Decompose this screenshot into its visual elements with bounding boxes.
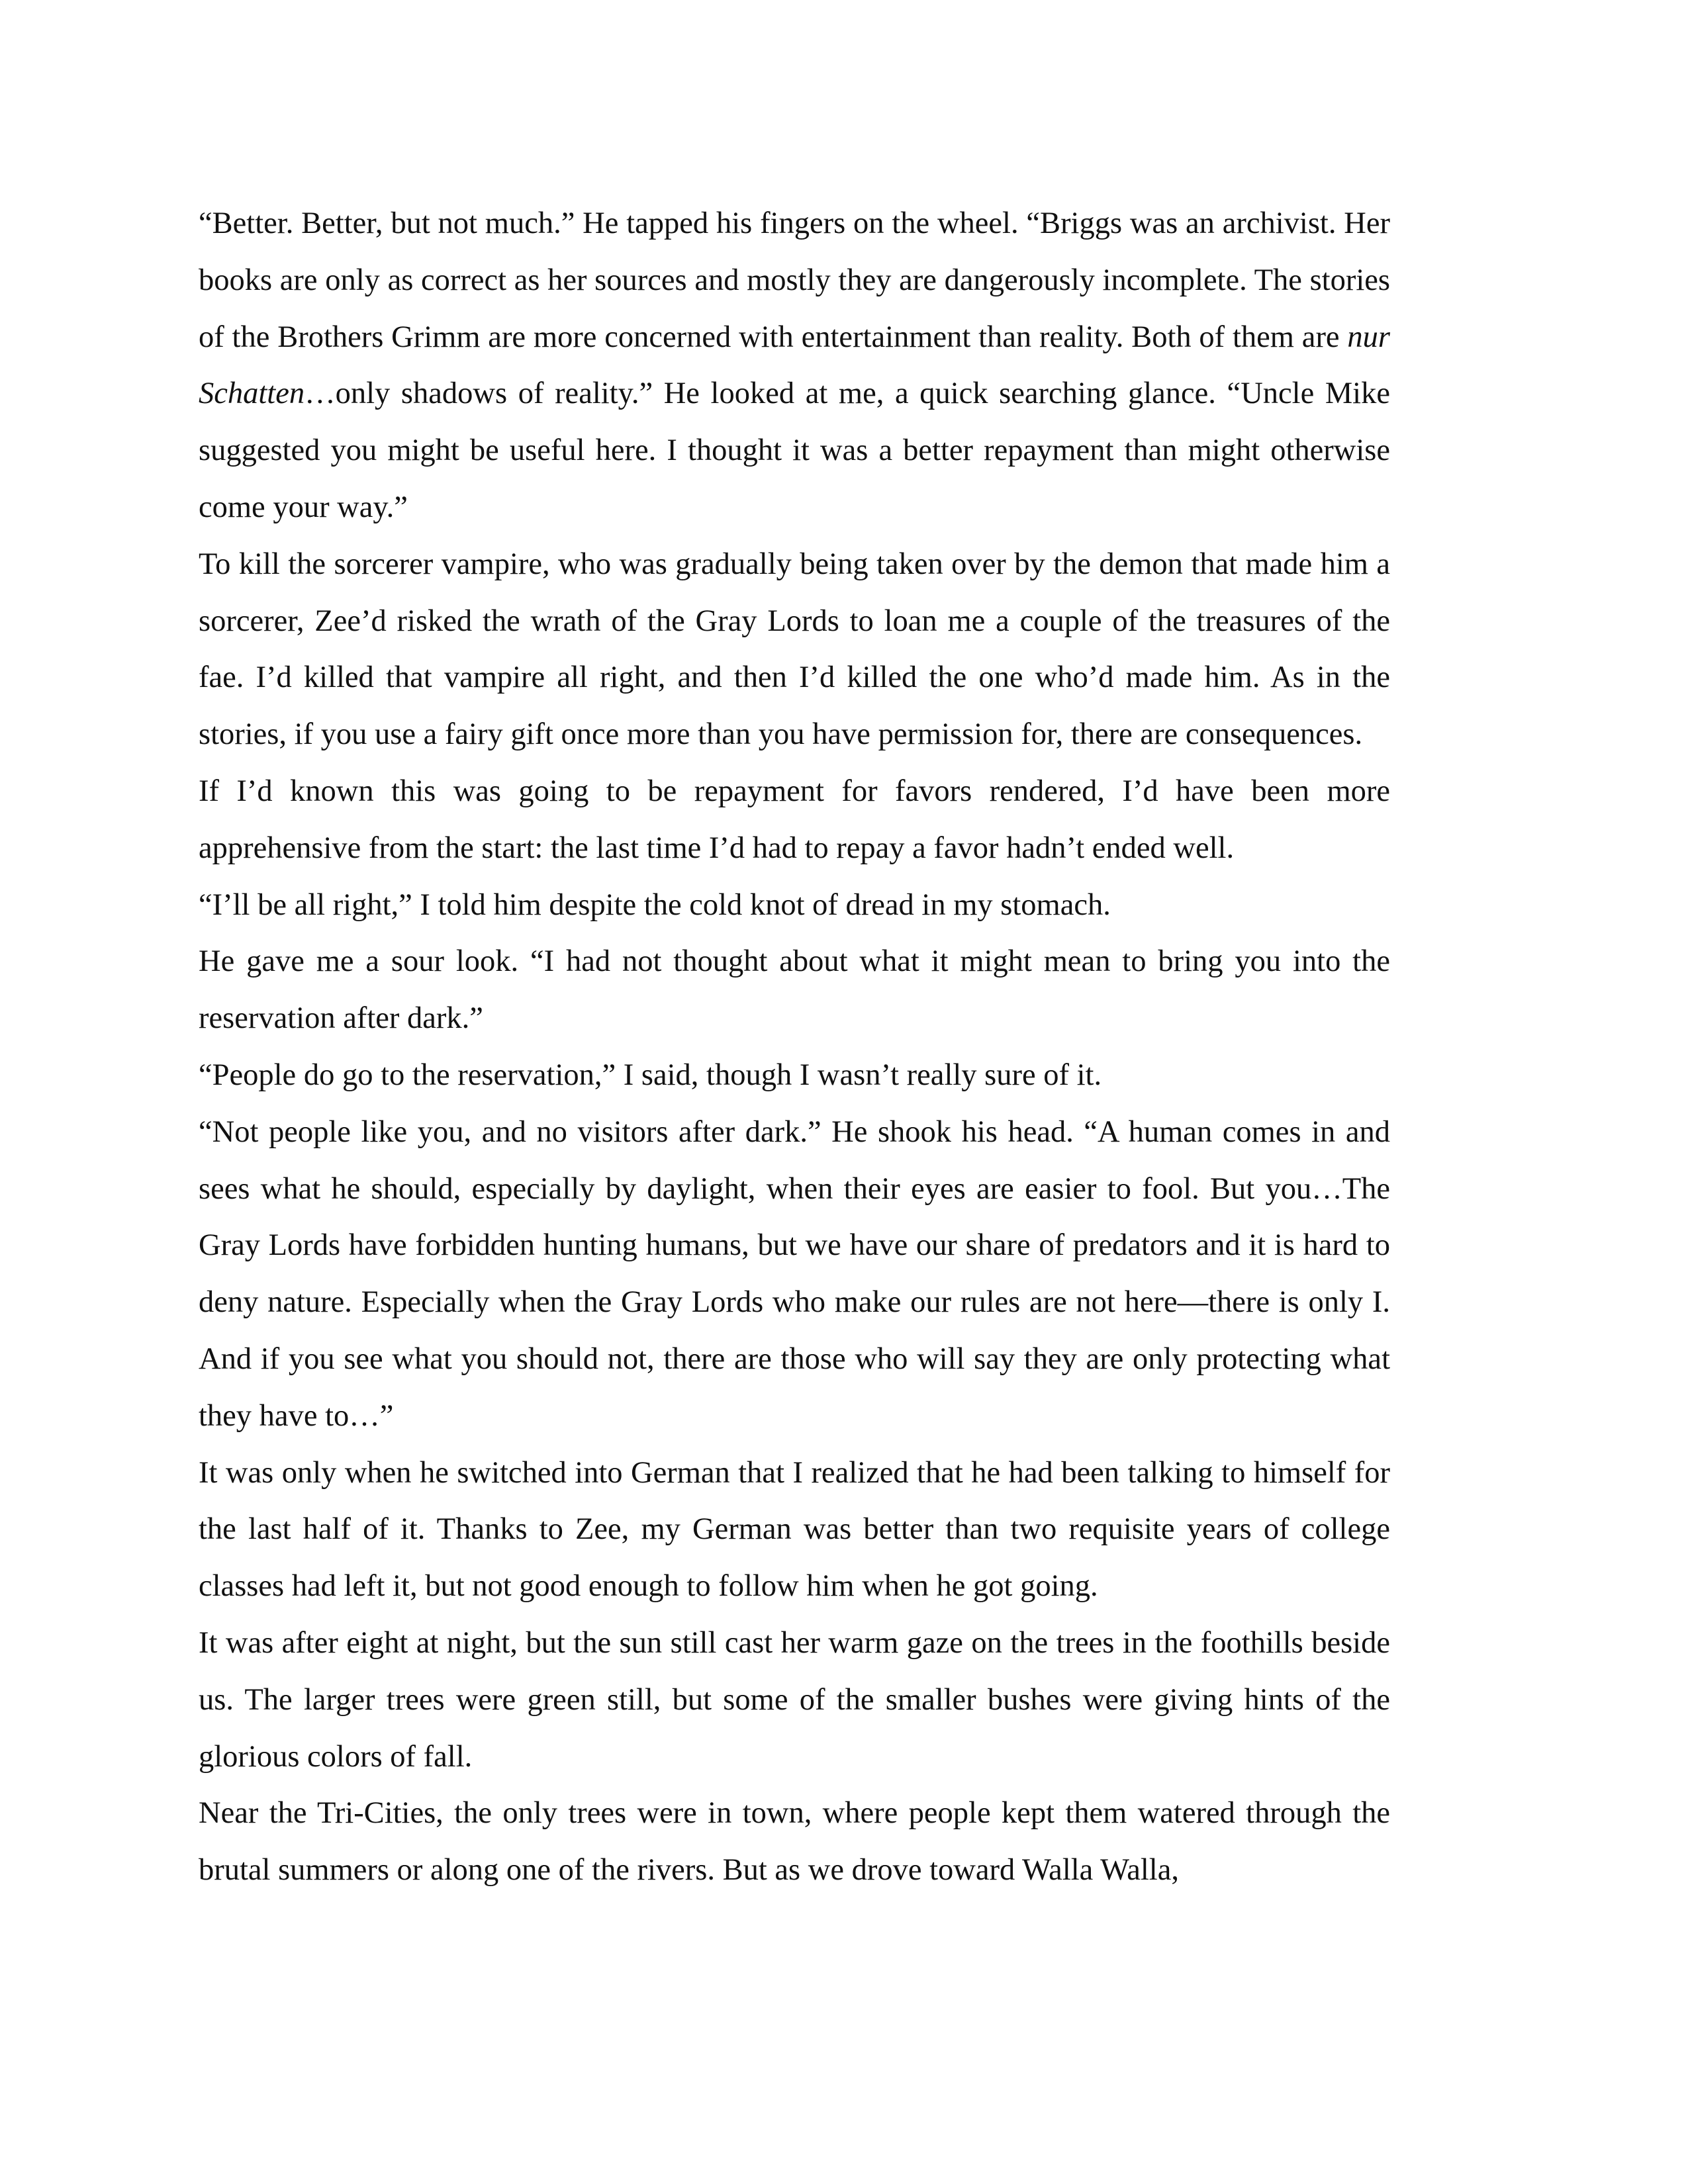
paragraph-4: “I’ll be all right,” I told him despite the cold knot of dread in my stomach. xyxy=(199,887,1111,922)
paragraph-1-text-end: …only shadows of reality.” He looked at me, a quick searching glance. “Uncle Mike suggested you might be useful here. I thought it was a better repayment than might otherwise come your way.” xyxy=(199,377,1390,524)
paragraph-3: If I’d known this was going to be repayment for favors rendered, I’d have been more apprehensive from the start: the last time I’d had to repay a favor hadn’t ended well. xyxy=(199,774,1390,865)
paragraph-6: “People do go to the reservation,” I said, though I wasn’t really sure of it. xyxy=(199,1058,1102,1092)
paragraph-8: It was only when he switched into German that I realized that he had been talking to himself for the last half of it. Thanks to Zee, my German was better than two requisite years of college classes had left it, but not good enough to follow him when he got going. xyxy=(199,1455,1390,1604)
paragraph-10: Near the Tri-Cities, the only trees were in town, where people kept them watered through the brutal summers or along one of the rivers. But as we drove toward Walla Walla, xyxy=(199,1796,1390,1888)
paragraph-1-text-start: “Better. Better, but not much.” He tapped his fingers on the wheel. “Briggs was an archivist. Her books are only as correct as her sources and mostly they are dangerously incomplete. The stories of the Brothers Grimm are more concerned with entertainment than reality. Both of them are xyxy=(199,206,1390,354)
paragraph-1-italic-phrase: nur Schatten xyxy=(199,320,1390,411)
paragraph-1 xyxy=(199,195,1390,536)
paragraph-2: To kill the sorcerer vampire, who was gradually being taken over by the demon that made him a sorcerer, Zee’d risked the wrath of the Gray Lords to loan me a couple of the treasures of the fae. I’d killed that vampire all right, and then I’d killed the one who’d made him. As in the stories, if you use a fairy gift once more than you have permission for, there are consequences. xyxy=(199,547,1390,752)
body-text xyxy=(199,195,1390,1899)
paragraph-7: “Not people like you, and no visitors after dark.” He shook his head. “A human comes in and sees what he should, especially by daylight, when their eyes are easier to fool. But you…The Gray Lords have forbidden hunting humans, but we have our share of predators and it is hard to deny nature. Especially when the Gray Lords who make our rules are not here—there is only I. And if you see what you should not, there are those who will say they are only protecting what they have to…” xyxy=(199,1115,1390,1433)
paragraph-9: It was after eight at night, but the sun still cast her warm gaze on the trees in the foothills beside us. The larger trees were green still, but some of the smaller bushes were giving hints of the glorious colors of fall. xyxy=(199,1625,1390,1774)
paragraph-5: He gave me a sour look. “I had not thought about what it might mean to bring you into the reservation after dark.” xyxy=(199,944,1390,1036)
